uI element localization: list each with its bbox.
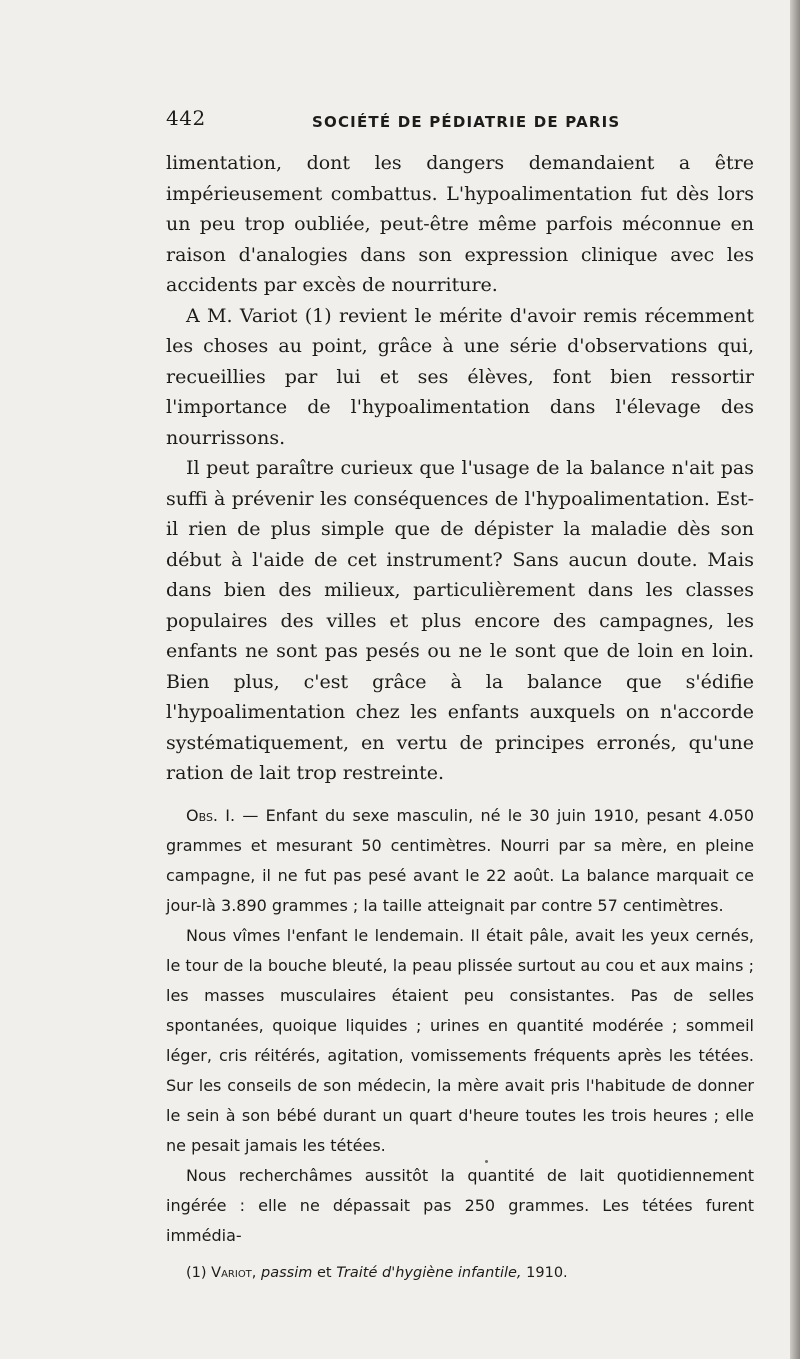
footnote-conjunction: et <box>316 1264 332 1281</box>
footnote-book-title: Traité d'hygiène infantile, <box>336 1264 522 1281</box>
running-head: SOCIÉTÉ DE PÉDIATRIE DE PARIS <box>312 113 621 131</box>
paragraph-2: A M. Variot (1) revient le mérite d'avoir remis récemment les choses au point, grâce à une série d'observations qui, recueillies par lui et ses élèves, font bien ressortir l'importance de l'hypoalimentation dans l'élevage des nourrissons. <box>166 304 754 449</box>
footnote-marker: (1) <box>186 1264 207 1281</box>
footnote-author: Variot, <box>211 1264 257 1281</box>
body-text <box>166 148 754 1283</box>
footnote-passim: passim <box>261 1264 313 1281</box>
page-number: 442 <box>166 106 206 130</box>
observation-paragraph-3: Nous recherchâmes aussitôt la quantité de lait quotidiennement ingérée : elle ne dépassait pas 250 grammes. Les tétées furent immédia- <box>166 1165 754 1245</box>
paper-speck <box>485 1160 488 1163</box>
footnote-year: 1910. <box>526 1264 568 1281</box>
paragraph-1: limentation, dont les dangers demandaient a être impérieusement combattus. L'hypoalimentation fut dès lors un peu trop oubliée, peut-être même parfois méconnue en raison d'analogies dans son expression clinique avec les accidents par excès de nourriture. <box>166 152 754 296</box>
observation-label: Obs. I. <box>186 805 236 825</box>
page-edge-shadow <box>790 0 800 1359</box>
observation-text-1: — Enfant du sexe masculin, né le 30 juin 1910, pesant 4.050 grammes et mesurant 50 centimètres. Nourri par sa mère, en pleine campagne, il ne fut pas pesé avant le 22 août. La balance marquait ce jour-là 3.890 grammes ; la taille atteignait par contre 57 centimètres. <box>166 805 754 915</box>
observation-section <box>166 801 754 1251</box>
observation-paragraph-1 <box>166 801 754 921</box>
observation-paragraph-2: Nous vîmes l'enfant le lendemain. Il était pâle, avait les yeux cernés, le tour de la bouche bleuté, la peau plissée surtout au cou et aux mains ; les masses musculaires étaient peu consistantes. Pas de selles spontanées, quoique liquides ; urines en quantité modérée ; sommeil léger, cris réitérés, agitation, vomissements fréquents après les tétées. Sur les conseils de son médecin, la mère avait pris l'habitude de donner le sein à son bébé durant un quart d'heure toutes les trois heures ; elle ne pesait jamais les tétées. <box>166 925 754 1155</box>
paragraph-3: Il peut paraître curieux que l'usage de la balance n'ait pas suffi à prévenir les conséquences de l'hypoalimentation. Est-il rien de plus simple que de dépister la maladie dès son début à l'aide de cet instrument? Sans aucun doute. Mais dans bien des milieux, particulièrement dans les classes populaires des villes et plus encore des campagnes, les enfants ne sont pas pesés ou ne le sont que de loin en loin. Bien plus, c'est grâce à la balance que s'édifie l'hypoalimentation chez les enfants auxquels on n'accorde systématiquement, en vertu de principes erronés, qu'une ration de lait trop restreinte. <box>166 457 754 784</box>
footnote <box>186 1263 754 1283</box>
